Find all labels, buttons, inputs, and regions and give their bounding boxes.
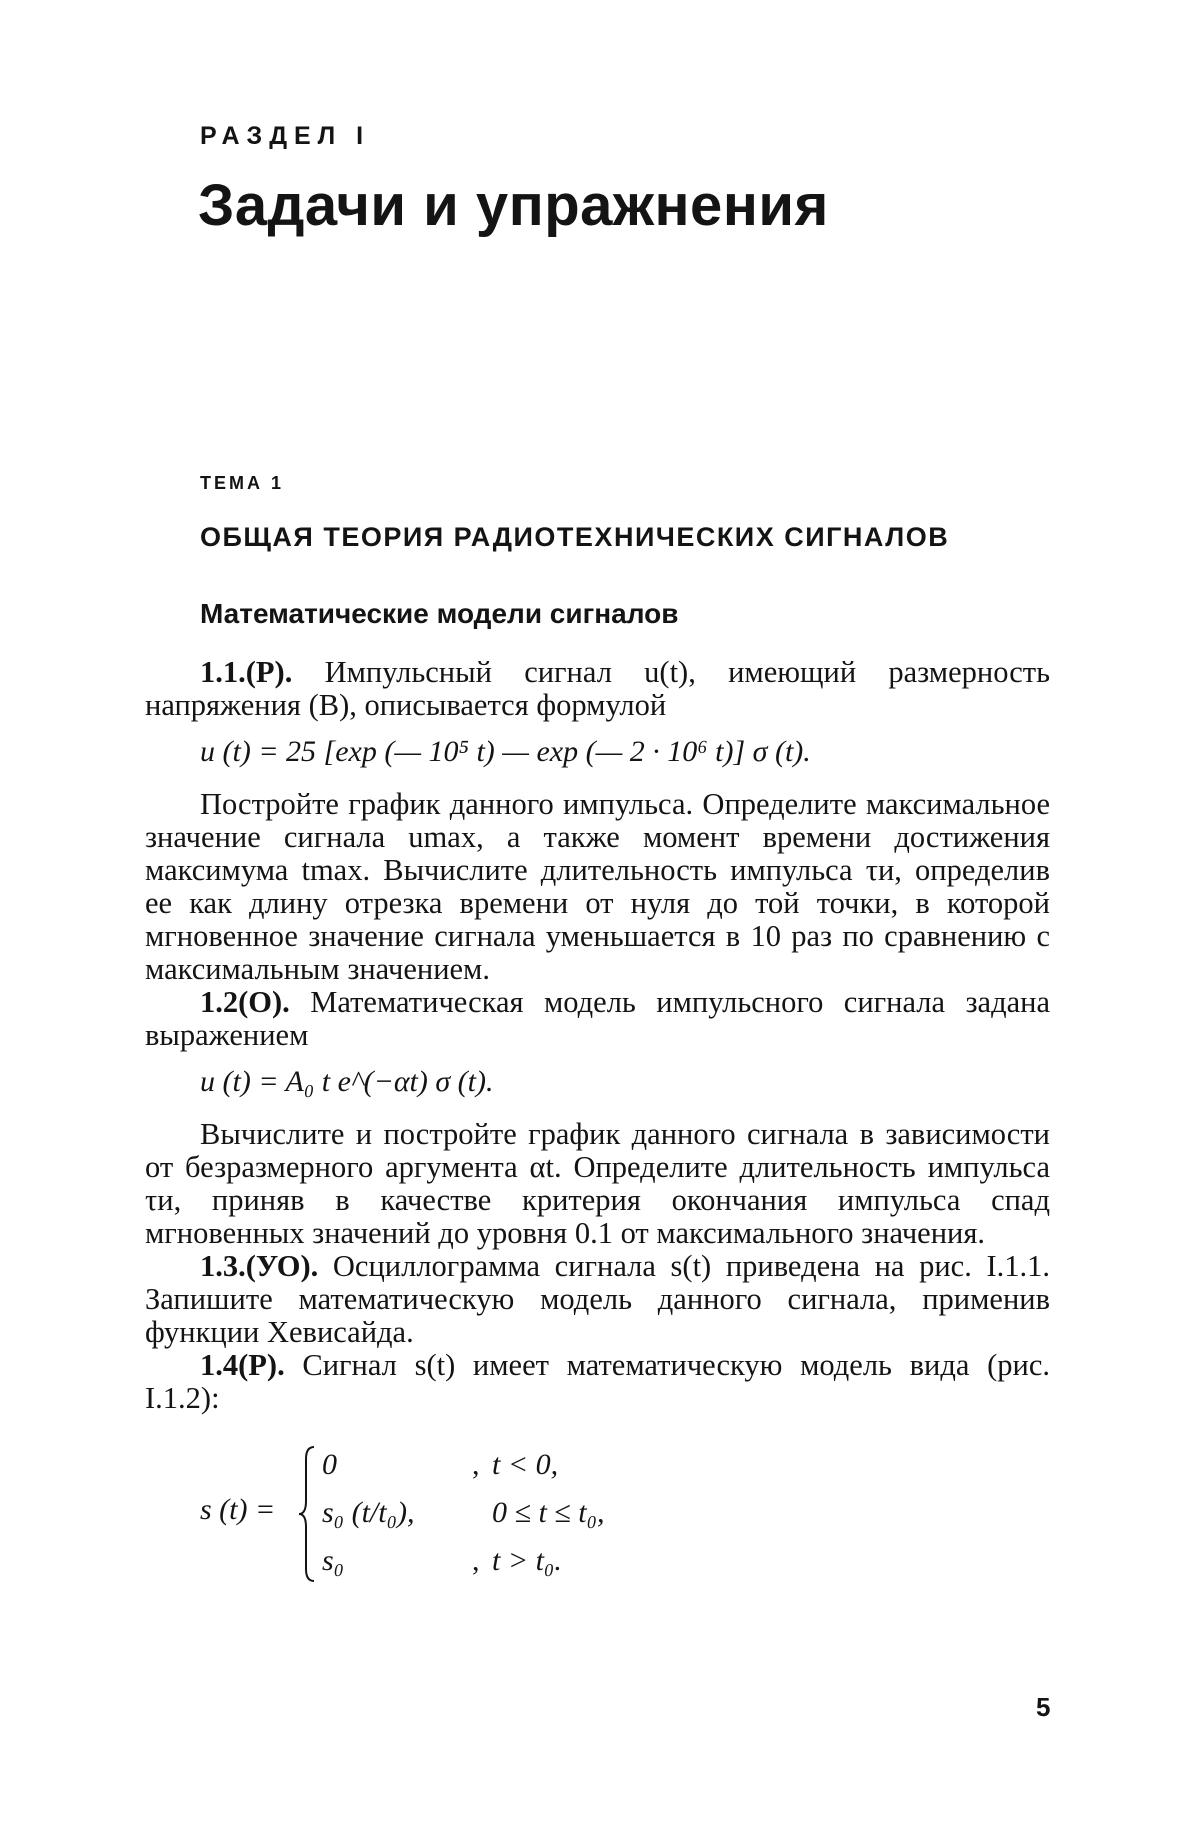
- page-number: 5: [1036, 1692, 1051, 1722]
- piecewise-formula: [200, 1445, 1050, 1585]
- problem-number: 1.4(Р).: [200, 1348, 285, 1382]
- problem-1-3: 1.3.(УО). Осциллограмма сигнала s(t) приведена на рис. I.1.1. Запишите математическую модель данного сигнала, применив функции Хевисайда.: [145, 1249, 1050, 1349]
- left-brace-icon: [298, 1445, 316, 1583]
- section-title: Математические модели сигналов: [200, 598, 679, 629]
- section-label: РАЗДЕЛ I: [200, 122, 371, 150]
- problem-1-1-intro: 1.1.(Р). Импульсный сигнал u(t), имеющий размерность напряжения (В), описывается формулой: [145, 655, 1050, 722]
- formula-1-1: u (t) = 25 [exp (— 10⁵ t) — exp (— 2 · 10⁶ t)] σ (t).: [200, 735, 811, 768]
- problem-number: 1.1.(Р).: [200, 655, 293, 689]
- topic-title: ОБЩАЯ ТЕОРИЯ РАДИОТЕХНИЧЕСКИХ СИГНАЛОВ: [200, 522, 950, 552]
- formula-1-2: u (t) = A₀ t e^(−αt) σ (t).: [200, 1065, 494, 1098]
- problem-number: 1.3.(УО).: [200, 1249, 319, 1283]
- problem-number: 1.2(О).: [200, 985, 290, 1019]
- problem-1-2-text: Вычислите и постройте график данного сигнала в зависимости от безразмерного аргумента αt. Определите длительность импульса τи, приняв в качестве критерия окончания импульса спад мгновенных значений до уровня 0.1 от максимального значения.: [145, 1117, 1050, 1250]
- piecewise-lhs: s (t) =: [200, 1493, 276, 1526]
- topic-label: ТЕМА 1: [200, 473, 285, 493]
- body-text: [145, 656, 1050, 1585]
- piecewise-row: s₀ , t > t₀.: [322, 1544, 562, 1577]
- piecewise-row: 0 , t < 0,: [322, 1448, 559, 1481]
- problem-1-2-intro: 1.2(О). Математическая модель импульсного сигнала задана выражением: [145, 985, 1050, 1052]
- piecewise-row: s₀ (t/t₀), 0 ≤ t ≤ t₀,: [322, 1496, 605, 1529]
- problem-1-4-intro: 1.4(Р). Сигнал s(t) имеет математическую модель вида (рис. I.1.2):: [145, 1348, 1050, 1415]
- problem-1-1-text: Постройте график данного импульса. Определите максимальное значение сигнала umax, а также момент времени достижения максимума tmax. Вычислите длительность импульса τи, определив ее как длину отрезка времени от нуля до той точки, в которой мгновенное значение сигнала уменьшается в 10 раз по сравнению с максимальным значением.: [145, 787, 1050, 986]
- page-title: Задачи и упражнения: [198, 173, 829, 238]
